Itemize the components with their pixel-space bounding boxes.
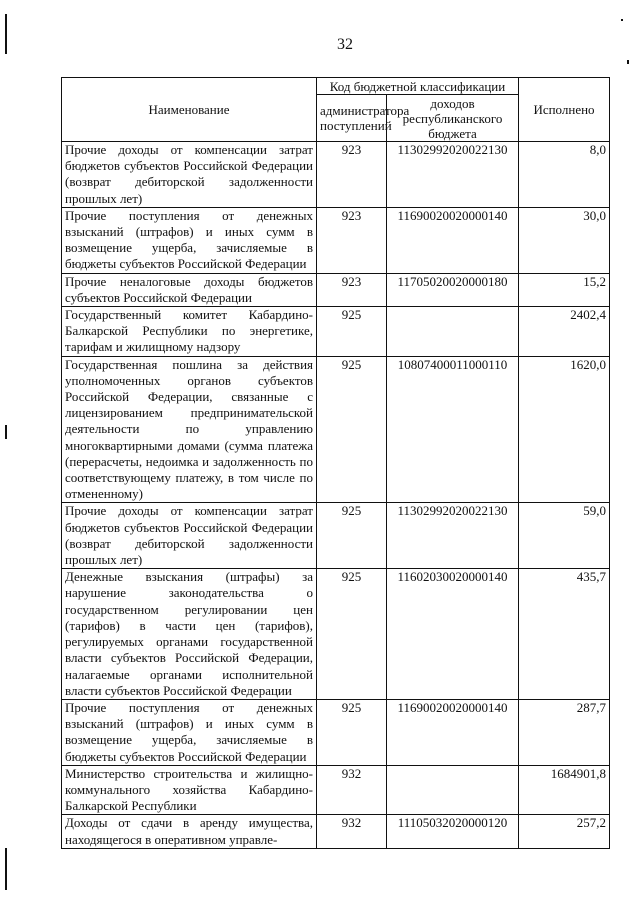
cell-executed-amount: 1684901,8 <box>519 765 610 815</box>
cell-revenue-code <box>387 307 519 357</box>
cell-revenue-code: 11302992020022130 <box>387 142 519 208</box>
table-row <box>62 765 610 815</box>
cell-revenue-code: 10807400011000110 <box>387 356 519 503</box>
table-row <box>62 569 610 700</box>
cell-name: Прочие доходы от компенсации затрат бюджетов субъектов Российской Федерации (возврат дебиторской задолженности прошлых лет) <box>62 503 317 569</box>
table-row <box>62 815 610 848</box>
cell-name: Прочие поступления от денежных взысканий (штрафов) и иных сумм в возмещение ущерба, зачисляемые в бюджеты субъектов Российской Федерации <box>62 207 317 273</box>
cell-executed-amount: 435,7 <box>519 569 610 700</box>
header-name: Наименование <box>62 78 317 142</box>
header-code: доходов республиканского бюджета <box>387 95 519 142</box>
cell-admin-code: 923 <box>317 273 387 306</box>
cell-admin-code: 925 <box>317 356 387 503</box>
cell-admin-code: 925 <box>317 503 387 569</box>
cell-revenue-code: 11302992020022130 <box>387 503 519 569</box>
cell-admin-code: 932 <box>317 765 387 815</box>
table-row <box>62 273 610 306</box>
table-row <box>62 142 610 208</box>
cell-executed-amount: 30,0 <box>519 207 610 273</box>
budget-table <box>61 77 610 849</box>
cell-name: Доходы от сдачи в аренду имущества, находящегося в оперативном управле- <box>62 815 317 848</box>
cell-revenue-code: 11705020020000180 <box>387 273 519 306</box>
cell-admin-code: 925 <box>317 569 387 700</box>
cell-executed-amount: 8,0 <box>519 142 610 208</box>
scan-edge-mark-bottom <box>5 848 7 890</box>
table-row <box>62 307 610 357</box>
cell-executed-amount: 2402,4 <box>519 307 610 357</box>
cell-name: Прочие неналоговые доходы бюджетов субъектов Российской Федерации <box>62 273 317 306</box>
cell-name: Денежные взыскания (штрафы) за нарушение законодательства о государственном регулировании цен (тарифов) в части цен (тарифов), регулируемых органами государственной власти субъектов Российской Федерации, налагаемые органами исполнительной власти субъектов Российской Федерации <box>62 569 317 700</box>
cell-executed-amount: 59,0 <box>519 503 610 569</box>
cell-revenue-code: 11602030020000140 <box>387 569 519 700</box>
table-row <box>62 207 610 273</box>
cell-admin-code: 925 <box>317 699 387 765</box>
header-classification-group: Код бюджетной классификации <box>317 78 519 95</box>
cell-name: Министерство строительства и жилищно-коммунального хозяйства Кабардино-Балкарской Республики <box>62 765 317 815</box>
scan-edge-mark-middle <box>5 425 7 439</box>
cell-name: Прочие поступления от денежных взысканий (штрафов) и иных сумм в возмещение ущерба, зачисляемые в бюджеты субъектов Российской Федерации <box>62 699 317 765</box>
cell-name: Государственный комитет Кабардино-Балкарской Республики по энергетике, тарифам и жилищному надзору <box>62 307 317 357</box>
cell-name: Государственная пошлина за действия уполномоченных органов субъектов Российской Федерации, связанные с лицензированием предпринимательской деятельности по управлению многоквартирными домами (сумма платежа (перерасчеты, недоимка и задолженность по соответствующему платежу, в том числе по отмененному) <box>62 356 317 503</box>
cell-executed-amount: 287,7 <box>519 699 610 765</box>
scan-speck <box>627 60 629 64</box>
cell-admin-code: 923 <box>317 142 387 208</box>
cell-executed-amount: 257,2 <box>519 815 610 848</box>
cell-admin-code: 925 <box>317 307 387 357</box>
cell-revenue-code: 11105032020000120 <box>387 815 519 848</box>
page-number: 32 <box>337 36 353 53</box>
header-row-top <box>62 78 610 95</box>
cell-admin-code: 932 <box>317 815 387 848</box>
cell-revenue-code: 11690020020000140 <box>387 207 519 273</box>
header-admin: администратора поступлений <box>317 95 387 142</box>
cell-admin-code: 923 <box>317 207 387 273</box>
scan-speck <box>621 19 623 21</box>
cell-executed-amount: 1620,0 <box>519 356 610 503</box>
header-executed: Исполнено <box>519 78 610 142</box>
cell-revenue-code: 11690020020000140 <box>387 699 519 765</box>
table-row <box>62 503 610 569</box>
table-row <box>62 699 610 765</box>
table-row <box>62 356 610 503</box>
cell-revenue-code <box>387 765 519 815</box>
cell-name: Прочие доходы от компенсации затрат бюджетов субъектов Российской Федерации (возврат дебиторской задолженности прошлых лет) <box>62 142 317 208</box>
cell-executed-amount: 15,2 <box>519 273 610 306</box>
table-body <box>62 142 610 849</box>
